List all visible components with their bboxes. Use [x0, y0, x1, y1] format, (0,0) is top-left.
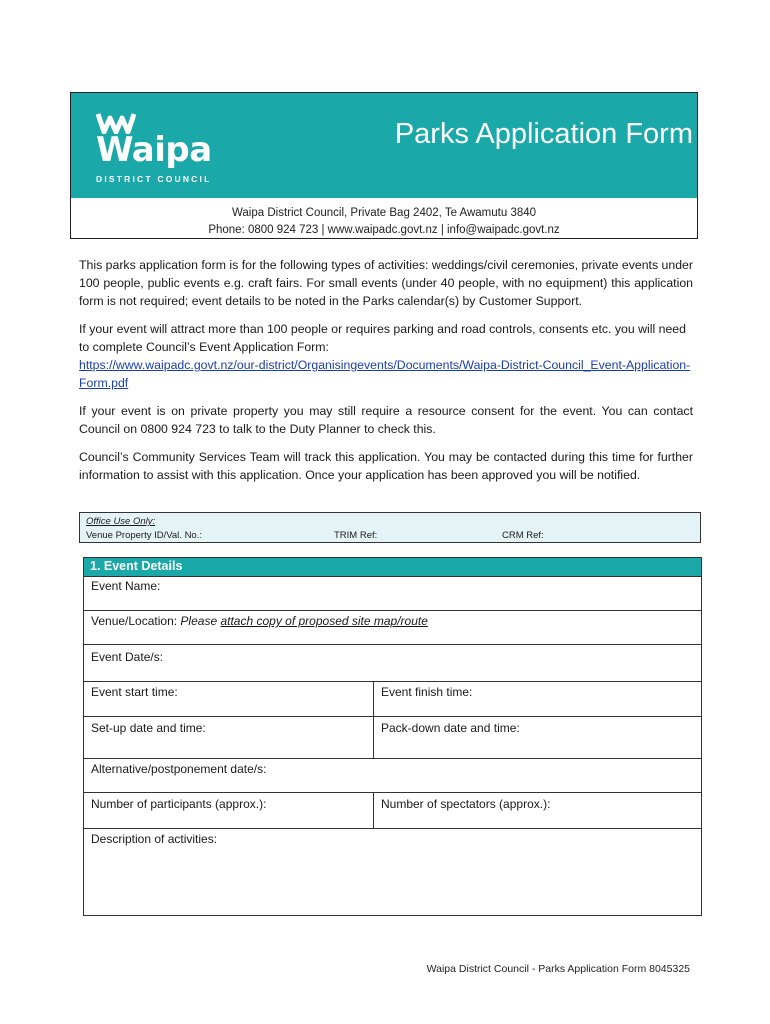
contact-line: Phone: 0800 924 723 | www.waipadc.govt.nz | info@waipadc.govt.nz: [208, 224, 560, 236]
venue-property-id-field[interactable]: Venue Property ID/Val. No.:: [86, 530, 202, 541]
logo-subtitle: DISTRICT COUNCIL: [96, 174, 212, 184]
packdown-date-time-field[interactable]: Pack-down date and time:: [381, 721, 520, 735]
event-form-note: If your event will attract more than 100 people or requires parking and road controls, consents etc. you will need to complete Council’s Event Application Form:: [79, 322, 686, 354]
event-finish-time-field[interactable]: Event finish time:: [381, 685, 473, 699]
participants-field[interactable]: Number of participants (approx.):: [91, 797, 267, 811]
column-divider: [373, 681, 374, 758]
row-divider: [84, 681, 701, 682]
row-divider: [84, 758, 701, 759]
column-divider: [373, 792, 374, 828]
row-divider: [84, 716, 701, 717]
page-title: Parks Application Form: [394, 118, 693, 150]
alternative-dates-field[interactable]: Alternative/postponement date/s:: [91, 762, 267, 776]
row-divider: [84, 576, 701, 577]
venue-site-map-note: attach copy of proposed site map/route: [220, 614, 428, 628]
spectators-field[interactable]: Number of spectators (approx.):: [381, 797, 551, 811]
office-use-box: [79, 512, 701, 543]
row-divider: [84, 792, 701, 793]
row-divider: [84, 610, 701, 611]
description-field[interactable]: Description of activities:: [91, 832, 218, 846]
trim-ref-field[interactable]: TRIM Ref:: [334, 530, 378, 541]
logo-word: Waipa: [96, 130, 212, 170]
venue-please: Please: [180, 614, 221, 628]
event-dates-field[interactable]: Event Date/s:: [91, 650, 164, 664]
crm-ref-field[interactable]: CRM Ref:: [502, 530, 544, 541]
intro-paragraph-1: This parks application form is for the following types of activities: weddings/civil ceremonies, private events under 100 people, public events e.g. craft fairs. For small events (under 40 people, with no equipment) this application form is not required; event details to be noted in the Parks calendar(s) by Customer Support.: [79, 258, 693, 308]
venue-location-field[interactable]: [91, 614, 428, 628]
intro-paragraph-4: Council’s Community Services Team will track this application. You may be contacted during this time for further information to assist with this application. Once your application has been approved you will be notified.: [79, 450, 693, 482]
setup-date-time-field[interactable]: Set-up date and time:: [91, 721, 206, 735]
page-footer: Waipa District Council - Parks Application Form 8045325: [426, 963, 690, 975]
address-line: Waipa District Council, Private Bag 2402, Te Awamutu 3840: [231, 207, 537, 219]
intro-paragraph-3: If your event is on private property you may still require a resource consent for the event. You can contact Council on 0800 924 723 to talk to the Duty Planner to check this.: [79, 404, 693, 436]
council-address: [71, 205, 697, 239]
event-start-time-field[interactable]: Event start time:: [91, 685, 178, 699]
section-heading: 1. Event Details: [84, 558, 701, 576]
event-name-field[interactable]: Event Name:: [91, 579, 161, 593]
council-logo: [92, 112, 232, 187]
intro-paragraph-2: [79, 320, 693, 392]
venue-label: Venue/Location:: [91, 614, 181, 628]
row-divider: [84, 644, 701, 645]
row-divider: [84, 828, 701, 829]
office-use-label: Office Use Only:: [86, 516, 156, 527]
event-application-link[interactable]: https://www.waipadc.govt.nz/our-district/Organisingevents/Documents/Waipa-District-Council_Event-Application-Form.pdf: [79, 358, 691, 390]
